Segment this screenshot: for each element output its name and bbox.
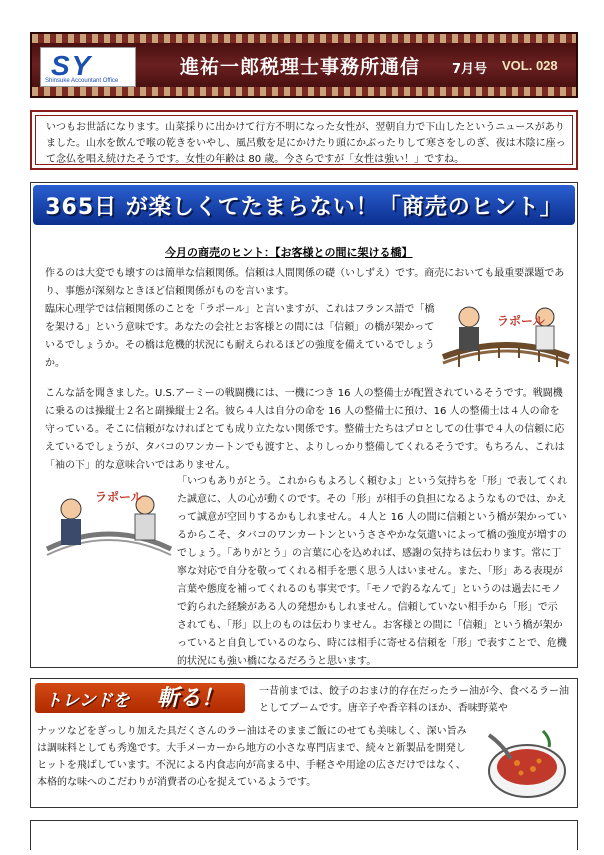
logo-letters: SY	[51, 50, 93, 81]
trend-badge-accent: 斬る！	[157, 686, 224, 711]
article-paragraph-2: 臨床心理学では信頼関係のことを「ラポール」と言いますが、これはフランス語で「橋を架ける」という意味です。あなたの会社とお客様との間には「信頼」の橋が架かっているでしょうか。その橋は危機的状況にも耐えられるほどの強度を備えているでしょうか。	[45, 304, 435, 369]
office-logo	[40, 47, 136, 87]
banner-title: 365日 が楽しくてたまらない！「商売のヒント」	[45, 195, 563, 220]
logo-subtitle: Shinsuke Accountant Office	[45, 78, 119, 84]
article-banner	[33, 185, 575, 225]
masthead	[30, 32, 578, 98]
intro-text: いつもお世話になります。山菜採りに出かけて行方不明になった女性が、翌朝自力で下山したというニュースがありました。山水を飲んで喉の乾きをいやし、風呂敷を足にかけたり頭にかぶったりして寒さをしのぎ、夜は木陰に座って念仏を唱え続けたそうです。女性の年齢は 80 歳。今さらですが「女性は強い！」ですね。	[46, 122, 566, 165]
article-paragraph-4: 「いつもありがとう。これからもよろしく頼むよ」という気持ちを「形」で表してくれた誠意に、人の心が動くのです。その「形」が相手の負担になるようなものでは、かえって誠意が空回りするかもしれません。４人と 16 人の間に信頼という橋が架かっているからこそ、タバコのワンカートンというささやかな気遣いによって橋の強度が増すのでしょう。「ありがとう」の言葉に心を込めれば、感謝の気持ちは伝わります。常に丁寧な対応で自分を敬ってくれる相手を悪く思う人はいません。また、「形」ある表現が言葉や態度を補ってくれるのも事実です。「モノで釣るなんて」というのは過去にモノで釣られた経験がある人の発想かもしれません。信頼していない相手から「形」で示されても、「形」以上のものは伝わりません。お客様との間に「信頼」という橋が架かっていると自負しているのなら、時には相手に寄せる信頼を「形」で表すことで、危機的状況にも強い橋になるだろうと思います。	[177, 476, 567, 667]
trend-section	[30, 678, 578, 808]
intro-box	[30, 110, 578, 170]
chili-oil-bowl-illustration	[481, 725, 573, 803]
article-paragraph-1: 作るのは大変でも壊すのは簡単な信頼関係。信頼は人間関係の礎（いしずえ）です。商売においても最重要課題であり、事態が深刻なときほど信頼関係がものを言います。	[45, 268, 565, 297]
issue-month: 7月号	[452, 62, 488, 77]
masthead-border-top	[32, 34, 576, 43]
bridge-illustration-right	[439, 287, 573, 387]
trend-badge	[35, 683, 245, 713]
article-subheading: 今月の商売のヒント：【お客様との間に架ける橋】	[165, 246, 413, 259]
trend-badge-label: トレンドを	[45, 691, 130, 711]
trend-text-intro: 一昔前までは、餃子のおまけ的存在だったラー油が今、食べるラー油としてブームです。唐辛子や香辛料のほか、香味野菜や	[259, 686, 569, 714]
next-section-frame	[30, 820, 578, 850]
illustration-rapport-label-2: ラポール	[95, 490, 143, 504]
newsletter-title: 進祐一郎税理士事務所通信	[180, 56, 421, 78]
article-paragraph-3: こんな話を聞きました。U.S.アーミーの戦闘機には、一機につき 16 人の整備士が配置されているそうです。戦闘機に乗るのは操縦士２名と副操縦士２名。彼ら４人は自分の命を 16 人の整備士に預け、16 人の整備士は４人の命を守っている。そこに信頼がなければとても成り立たない関係です。整備士たちはプロとしての仕事で４人の信頼に応えているでしょうが、タバコのワンカートンでも渡すと、よりしっかり整備してくれるそうです。もちろん、これは「袖の下」的な意味合いではありません。	[45, 388, 565, 471]
trend-text-body: ナッツなどをぎっしり加えた具だくさんのラー油はそのままご飯にのせても美味しく、深い旨み は調味料としても秀逸です。大手メーカーから地方の小さな専門店まで、続々と新製品を開発しヒットを飛ばしています。不況による内食志向が高まる中、手軽さや用途の広さだけではなく、本格的な味へのこだわりが消費者の心を捉えているようです。	[37, 726, 467, 788]
illustration-rapport-label-1: ラポール	[497, 314, 545, 328]
bridge-illustration-left	[45, 479, 173, 571]
masthead-inner	[32, 43, 576, 87]
masthead-border-bottom	[32, 87, 576, 96]
volume-number: VOL. 028	[502, 58, 558, 73]
business-hint-article	[30, 182, 578, 668]
